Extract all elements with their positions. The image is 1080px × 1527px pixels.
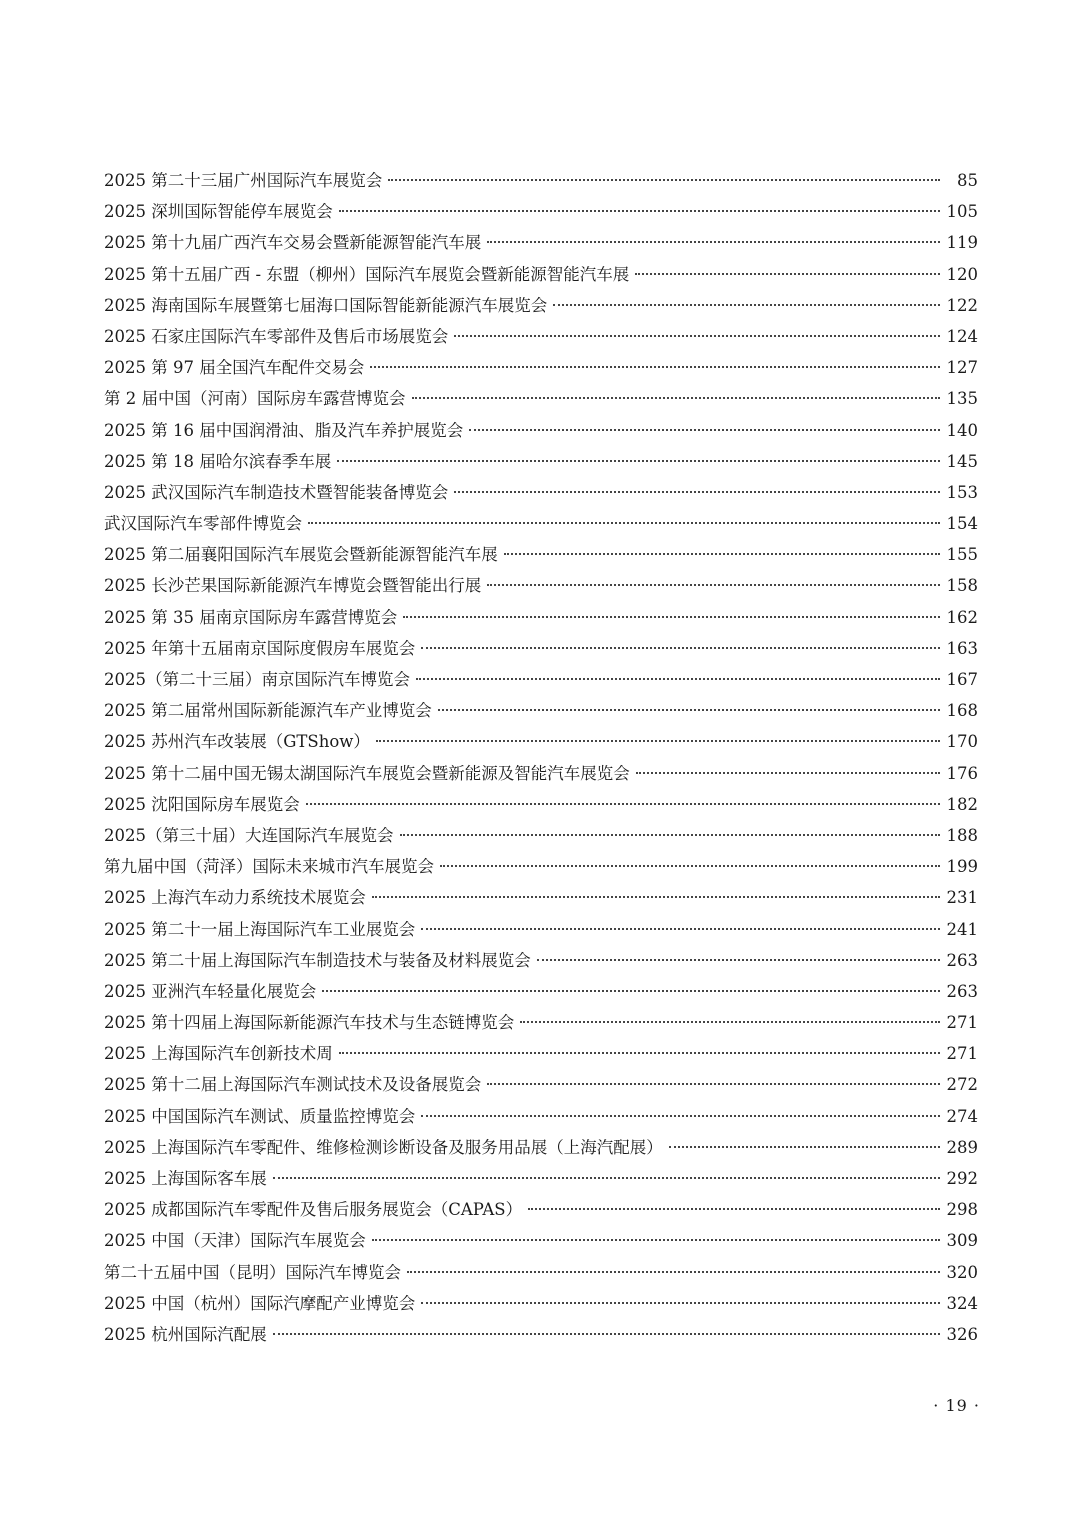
toc-entry-title: 2025 中国（天津）国际汽车展览会: [104, 1231, 366, 1251]
toc-entry-title: 2025 上海国际汽车零配件、维修检测诊断设备及服务用品展（上海汽配展）: [104, 1137, 663, 1157]
dot-leader: [339, 210, 940, 212]
toc-entry-page: 289: [946, 1137, 978, 1157]
toc-entry: [104, 1288, 978, 1319]
toc-entry-page: 155: [946, 545, 978, 565]
toc-entry-title: 2025 第二届常州国际新能源汽车产业博览会: [104, 701, 432, 721]
toc-entry-title: 2025 上海国际客车展: [104, 1169, 267, 1188]
dot-leader: [421, 1302, 940, 1304]
dot-leader: [306, 803, 940, 805]
toc-entry-title: 2025 上海汽车动力系统技术展览会: [104, 888, 366, 908]
toc-entry-page: 182: [946, 794, 978, 814]
dot-leader: [372, 1239, 940, 1241]
toc-entry-page: 154: [946, 514, 978, 534]
toc-entry-title: 2025 深圳国际智能停车展览会: [104, 202, 333, 222]
toc-entry: [104, 1038, 978, 1069]
toc-entry-page: 263: [946, 981, 978, 1001]
toc-entry-page: 231: [946, 888, 978, 908]
toc-entry-title: 2025 第 16 届中国润滑油、脂及汽车养护展览会: [104, 420, 464, 440]
toc-entry-page: 85: [957, 171, 978, 190]
toc-entry-title: 2025 第十二届上海国际汽车测试技术及设备展览会: [104, 1075, 482, 1095]
dot-leader: [400, 834, 941, 836]
dot-leader: [407, 1271, 940, 1273]
toc-entry: [104, 1132, 978, 1163]
toc-entry-page: 119: [946, 233, 978, 253]
toc-entry: [104, 227, 978, 258]
toc-entry-page: 145: [946, 451, 978, 471]
toc-entry-title: 2025 第二十届上海国际汽车制造技术与装备及材料展览会: [104, 950, 531, 970]
dot-leader: [273, 1333, 940, 1335]
dot-leader: [388, 179, 940, 181]
toc-entry: [104, 726, 978, 757]
toc-entry: [104, 851, 978, 882]
toc-entry: [104, 882, 978, 913]
dot-leader: [421, 1115, 940, 1117]
toc-entry-title: 2025 中国国际汽车测试、质量监控博览会: [104, 1106, 416, 1126]
toc-entry: [104, 602, 978, 633]
dot-leader: [438, 709, 940, 711]
toc-entry-title: 2025（第二十三届）南京国际汽车博览会: [104, 670, 410, 689]
dot-leader: [487, 241, 940, 243]
toc-entry-page: 176: [946, 763, 978, 783]
toc-entry: [104, 1007, 978, 1038]
dot-leader: [504, 553, 940, 555]
toc-entry-page: 167: [946, 670, 978, 689]
dot-leader: [416, 678, 940, 680]
dot-leader: [537, 959, 940, 961]
toc-entry-title: 2025 第十四届上海国际新能源汽车技术与生态链博览会: [104, 1013, 515, 1033]
toc-entry-title: 2025 武汉国际汽车制造技术暨智能装备博览会: [104, 482, 449, 502]
toc-entry-page: 162: [946, 607, 978, 627]
dot-leader: [421, 928, 940, 930]
dot-leader: [421, 647, 940, 649]
toc-entry-title: 第 2 届中国（河南）国际房车露营博览会: [104, 389, 406, 409]
toc-entry-title: 2025 海南国际车展暨第七届海口国际智能新能源汽车展览会: [104, 295, 548, 315]
dot-leader: [669, 1146, 940, 1148]
toc-entry-title: 2025 第二届襄阳国际汽车展览会暨新能源智能汽车展: [104, 545, 498, 565]
toc-entry: [104, 1194, 978, 1225]
toc-entry: [104, 321, 978, 352]
toc-entry-page: 168: [946, 701, 978, 721]
toc-entry: [104, 352, 978, 383]
toc-entry-page: 324: [946, 1293, 978, 1313]
toc-entry-page: 158: [946, 576, 978, 596]
toc-entry-page: 135: [946, 389, 978, 409]
toc-entry-page: 188: [946, 825, 978, 845]
toc-entry-title: 2025 第 18 届哈尔滨春季车展: [104, 451, 332, 471]
dot-leader: [412, 397, 941, 399]
toc-entry-title: 2025 第 97 届全国汽车配件交易会: [104, 358, 365, 378]
toc-entry-page: 105: [946, 202, 978, 222]
toc-entry: [104, 664, 978, 695]
toc-entry: [104, 945, 978, 976]
toc-entry: [104, 290, 978, 321]
toc-entry-page: 122: [946, 295, 978, 315]
toc-entry: [104, 477, 978, 508]
toc-entry-title: 2025 成都国际汽车零配件及售后服务展览会（CAPAS）: [104, 1200, 523, 1220]
toc-entry-title: 2025 上海国际汽车创新技术周: [104, 1044, 333, 1064]
dot-leader: [469, 429, 940, 431]
toc-entry-page: 298: [946, 1200, 978, 1220]
toc-entry: [104, 789, 978, 820]
toc-entry-page: 272: [946, 1075, 978, 1095]
toc-entry-title: 2025 沈阳国际房车展览会: [104, 794, 300, 814]
toc-entry-title: 第九届中国（菏泽）国际未来城市汽车展览会: [104, 857, 434, 877]
toc-entry-page: 320: [946, 1262, 978, 1282]
toc-entry-page: 271: [946, 1013, 978, 1033]
toc-entry-page: 124: [946, 326, 978, 346]
toc-entry: [104, 1069, 978, 1100]
dot-leader: [376, 740, 940, 742]
toc-entry: [104, 446, 978, 477]
toc-entry-page: 153: [946, 482, 978, 502]
toc-entry: [104, 415, 978, 446]
table-of-contents: [104, 165, 978, 1350]
toc-entry-page: 292: [946, 1169, 978, 1188]
page-number: · 19 ·: [933, 1396, 980, 1415]
toc-entry-title: 2025 第十二届中国无锡太湖国际汽车展览会暨新能源及智能汽车展览会: [104, 763, 630, 783]
dot-leader: [440, 865, 940, 867]
dot-leader: [520, 1021, 940, 1023]
toc-entry: [104, 570, 978, 601]
toc-entry-page: 326: [946, 1324, 978, 1344]
toc-entry-title: 2025 苏州汽车改装展（GTShow）: [104, 732, 370, 752]
toc-entry: [104, 695, 978, 726]
toc-entry-page: 309: [946, 1231, 978, 1251]
toc-entry: [104, 1257, 978, 1288]
toc-entry: [104, 1163, 978, 1194]
toc-entry-page: 170: [946, 732, 978, 752]
toc-entry: [104, 259, 978, 290]
dot-leader: [308, 522, 940, 524]
dot-leader: [273, 1177, 940, 1179]
toc-entry-page: 120: [946, 264, 978, 284]
toc-entry-title: 2025 中国（杭州）国际汽摩配产业博览会: [104, 1293, 416, 1313]
dot-leader: [339, 1052, 940, 1054]
toc-entry-title: 2025 第 35 届南京国际房车露营博览会: [104, 607, 398, 627]
dot-leader: [454, 491, 940, 493]
toc-entry-title: 2025 第十九届广西汽车交易会暨新能源智能汽车展: [104, 233, 482, 253]
toc-entry: [104, 196, 978, 227]
toc-entry-title: 2025 年第十五届南京国际度假房车展览会: [104, 638, 416, 658]
toc-entry-page: 199: [946, 857, 978, 877]
toc-entry: [104, 1101, 978, 1132]
dot-leader: [372, 896, 940, 898]
toc-entry: [104, 383, 978, 414]
toc-entry-title: 2025 亚洲汽车轻量化展览会: [104, 981, 317, 1001]
toc-entry-page: 127: [946, 358, 978, 378]
toc-entry-page: 163: [946, 638, 978, 658]
toc-entry-page: 263: [946, 950, 978, 970]
toc-entry: [104, 820, 978, 851]
dot-leader: [322, 990, 940, 992]
dot-leader: [370, 366, 940, 368]
toc-entry-page: 241: [946, 919, 978, 939]
toc-entry-title: 2025 第二十一届上海国际汽车工业展览会: [104, 919, 416, 939]
toc-entry: [104, 914, 978, 945]
dot-leader: [635, 273, 940, 275]
toc-entry-title: 2025 石家庄国际汽车零部件及售后市场展览会: [104, 326, 449, 346]
dot-leader: [528, 1208, 940, 1210]
dot-leader: [454, 335, 940, 337]
toc-entry-title: 2025 第十五届广西 - 东盟（柳州）国际汽车展览会暨新能源智能汽车展: [104, 264, 630, 284]
dot-leader: [487, 1083, 940, 1085]
toc-entry-page: 140: [946, 420, 978, 440]
toc-entry: [104, 1225, 978, 1256]
toc-entry: [104, 1319, 978, 1350]
dot-leader: [553, 304, 940, 306]
toc-entry: [104, 165, 978, 196]
toc-entry-title: 2025 第二十三届广州国际汽车展览会: [104, 171, 383, 190]
toc-entry: [104, 539, 978, 570]
toc-entry-title: 第二十五届中国（昆明）国际汽车博览会: [104, 1262, 401, 1282]
toc-entry-title: 2025（第三十届）大连国际汽车展览会: [104, 825, 394, 845]
dot-leader: [636, 772, 940, 774]
toc-entry-title: 武汉国际汽车零部件博览会: [104, 514, 302, 534]
toc-entry-page: 271: [946, 1044, 978, 1064]
dot-leader: [487, 584, 940, 586]
toc-entry-page: 274: [946, 1106, 978, 1126]
toc-entry-title: 2025 长沙芒果国际新能源汽车博览会暨智能出行展: [104, 576, 482, 596]
toc-entry: [104, 508, 978, 539]
toc-entry: [104, 976, 978, 1007]
toc-entry-title: 2025 杭州国际汽配展: [104, 1324, 267, 1344]
toc-entry: [104, 633, 978, 664]
dot-leader: [337, 460, 940, 462]
toc-entry: [104, 758, 978, 789]
dot-leader: [403, 616, 940, 618]
